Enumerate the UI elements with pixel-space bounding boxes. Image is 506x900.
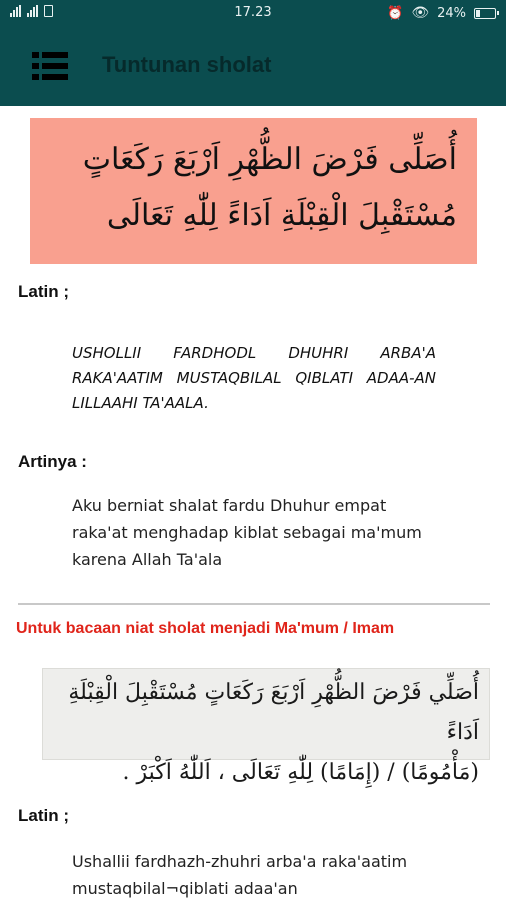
artinya-label: Artinya : [18,452,87,471]
alarm-icon: ⏰ [387,5,404,21]
latin-label-2: Latin ; [18,806,69,825]
arabic-scan-line-1: أُصَلِّي فَرْضَ الظُّهْرِ اَرْبَعَ رَكَعَاتٍ مُسْتَقْبِلَ الْقِبْلَةِ اَدَاءً [68,680,479,745]
app-bar [0,26,506,106]
arabic-line-2: مُسْتَقْبِلَ الْقِبْلَةِ اَدَاءً لِلّٰهِ تَعَالَى [106,198,457,233]
status-right-icons [387,5,496,21]
list-menu-icon[interactable] [32,52,68,80]
battery-fill [476,10,480,17]
arabic-scan-line-2: (مَأْمُومًا) / (إِمَامًا) لِلّٰهِ تَعَالَى ، اَللّٰهُ اَكْبَرْ . [122,760,479,785]
battery-percent: 24% [437,5,466,21]
section-divider [18,603,490,605]
arabic-niat-box [30,118,477,264]
page-title: Tuntunan sholat [102,52,272,77]
arabic-line-1: أُصَلِّى فَرْضَ الظُّهْرِ اَرْبَعَ رَكَعَاتٍ [82,142,457,177]
status-bar [0,0,506,26]
content-scroll[interactable] [0,106,506,900]
arabic-scan-box [42,668,490,785]
latin-text-2: Ushallii fardhazh-zhuhri arba'a raka'aatim mustaqbilal¬qiblati adaa'an [72,852,408,898]
artinya-text: Aku berniat shalat fardu Dhuhur empat raka'at menghadap kiblat sebagai ma'mum karena Allah Ta'ala [72,496,422,569]
status-time: 17.23 [234,5,272,20]
latin-label: Latin ; [18,282,69,301]
eye-icon: 👁 [411,5,430,21]
latin-transliteration: USHOLLII FARDHODL DHUHRI ARBA'A RAKA'AATIM MUSTAQBILAL QIBLATI ADAA-AN LILLAAHI TA'AALA. [72,344,436,412]
battery-icon [474,8,496,19]
makmum-imam-heading: Untuk bacaan niat sholat menjadi Ma'mum / Imam [16,620,395,637]
